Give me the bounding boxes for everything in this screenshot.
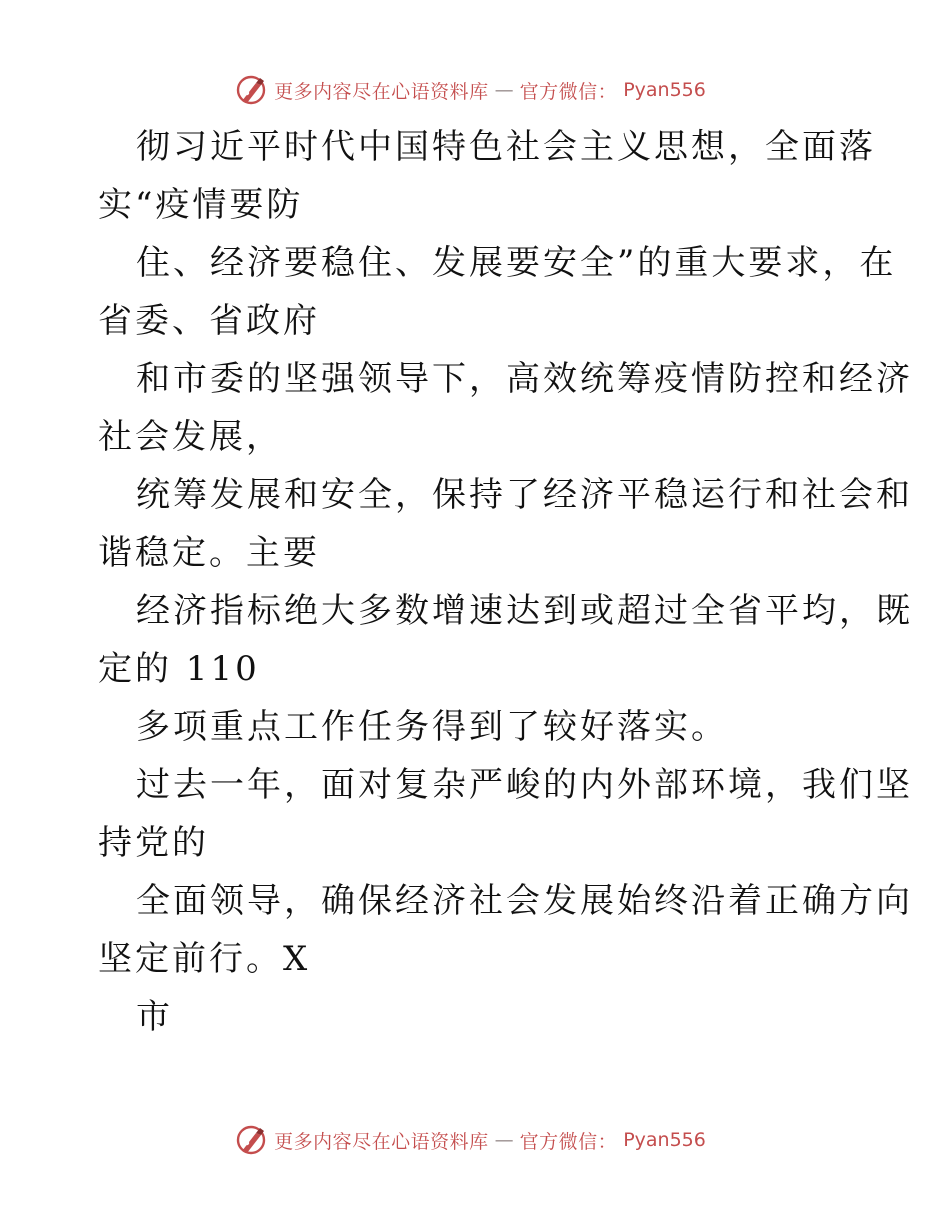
text-line: 实“疫情要防 — [98, 185, 304, 225]
official-label: 官方微信： — [519, 80, 618, 103]
text-line: 社会发展， — [98, 417, 283, 457]
wechat-handle: Pyan556 — [623, 1129, 706, 1151]
official-label: 官方微信： — [519, 1130, 618, 1153]
promo-text: 更多内容尽在心语资料库 — [274, 1130, 489, 1153]
text-line: 坚定前行。X — [98, 939, 311, 979]
header-banner — [0, 70, 950, 110]
text-line: 全面领导，确保经济社会发展始终沿着正确方向 — [136, 881, 913, 921]
wechat-handle: Pyan556 — [623, 79, 706, 101]
text-line: 过去一年，面对复杂严峻的内外部环境，我们坚 — [136, 765, 913, 805]
text-line: 市 — [136, 997, 173, 1037]
text-line: 多项重点工作任务得到了较好落实。 — [136, 707, 728, 747]
banner-separator: — — [494, 1129, 514, 1151]
text-line: 定的 110 — [98, 649, 260, 689]
document-body — [98, 118, 913, 1046]
text-line: 经济指标绝大多数增速达到或超过全省平均，既 — [136, 591, 913, 631]
pen-logo-icon — [234, 1123, 268, 1157]
footer-banner-content — [234, 1123, 706, 1157]
text-line: 持党的 — [98, 823, 209, 863]
footer-banner — [0, 1120, 950, 1160]
header-banner-content — [234, 73, 706, 107]
text-line: 统筹发展和安全，保持了经济平稳运行和社会和 — [136, 475, 913, 515]
text-line: 和市委的坚强领导下，高效统筹疫情防控和经济 — [136, 359, 913, 399]
text-line: 住、经济要稳住、发展要安全”的重大要求，在 — [136, 243, 897, 283]
text-line: 彻习近平时代中国特色社会主义思想，全面落 — [136, 127, 876, 167]
pen-logo-icon — [234, 73, 268, 107]
text-line: 省委、省政府 — [98, 301, 320, 341]
promo-text: 更多内容尽在心语资料库 — [274, 80, 489, 103]
banner-separator: — — [494, 79, 514, 101]
text-line: 谐稳定。主要 — [98, 533, 320, 573]
